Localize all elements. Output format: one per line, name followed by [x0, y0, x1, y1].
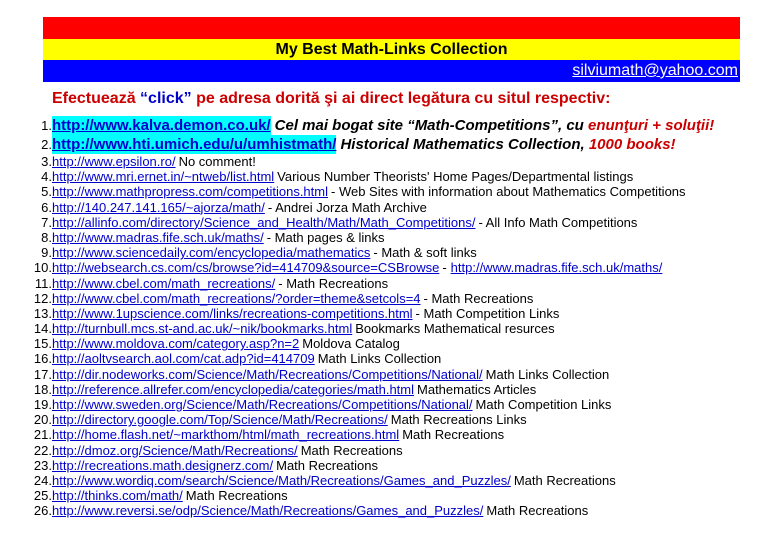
list-item — [0, 260, 768, 275]
item-link[interactable]: http://reference.allrefer.com/encyclopedia/categories/math.html — [52, 381, 415, 397]
email-link[interactable]: silviumath@yahoo.com — [572, 62, 738, 79]
item-link[interactable]: http://www.wordiq.com/search/Science/Math/Recreations/Games_and_Puzzles/ — [52, 472, 511, 488]
item-link[interactable]: http://www.mathpropress.com/competitions.html — [52, 184, 328, 200]
list-item — [0, 230, 768, 245]
item-link[interactable]: http://home.flash.net/~markthom/html/math_recreations.html — [52, 427, 400, 443]
item-description: - Math & soft links — [373, 245, 477, 261]
item-description: - — [442, 260, 447, 276]
list-item — [0, 397, 768, 412]
item-description: - Web Sites with information about Mathematics Competitions — [331, 184, 686, 200]
item-link[interactable]: http://www.cbel.com/math_recreations/?order=theme&setcols=4 — [52, 290, 421, 306]
item-number: 3. — [41, 154, 52, 169]
item-description: Various Number Theorists' Home Pages/Departmental listings — [277, 169, 634, 185]
list-item — [0, 427, 768, 442]
list-item — [0, 443, 768, 458]
instruction-part1: Efectuează — [52, 90, 141, 107]
item-number: 18. — [33, 381, 52, 397]
item-link[interactable]: http://140.247.141.165/~ajorza/math/ — [52, 199, 265, 215]
desc-highlight: enunţuri + soluţii! — [588, 117, 715, 134]
item-link[interactable]: http://directory.google.com/Top/Science/Math/Recreations/ — [52, 412, 388, 428]
item-description: Math Recreations — [486, 503, 589, 519]
item-description: Math Links Collection — [317, 351, 442, 367]
item-number: 26. — [33, 503, 52, 519]
item-number: 13. — [33, 305, 52, 321]
list-item — [0, 488, 768, 503]
list-item — [0, 306, 768, 321]
instruction-text — [52, 90, 610, 108]
item-description: Math Recreations Links — [390, 412, 527, 428]
item-number: 21. — [33, 427, 52, 443]
item-description — [275, 116, 715, 135]
item-number: 9. — [41, 245, 52, 261]
item-link[interactable]: http://www.sciencedaily.com/encyclopedia/mathematics — [52, 245, 371, 261]
list-item — [0, 245, 768, 260]
item-link[interactable]: http://thinks.com/math/ — [52, 488, 183, 504]
item-number: 23. — [33, 457, 52, 473]
item-number: 22. — [33, 442, 52, 458]
flag-band-red — [43, 17, 740, 39]
item-number: 1. — [41, 118, 52, 133]
item-description: No comment! — [178, 154, 256, 169]
item-description: Math Recreations — [276, 457, 378, 473]
list-item — [0, 154, 768, 169]
item-description: Math Recreations — [402, 427, 505, 443]
list-item — [0, 382, 768, 397]
item-number: 5. — [41, 184, 52, 200]
list-item — [0, 276, 768, 291]
item-number: 4. — [41, 169, 52, 185]
item-description: - Math Recreations — [278, 275, 389, 291]
item-secondary-link[interactable]: http://www.madras.fife.sch.uk/maths/ — [450, 260, 663, 276]
link-kalva[interactable]: http://www.kalva.demon.co.uk/ — [52, 117, 271, 134]
item-description: - Math Recreations — [423, 290, 534, 306]
instruction-click: “click” — [140, 90, 192, 107]
item-link[interactable]: http://allinfo.com/directory/Science_and_Health/Math/Math_Competitions/ — [52, 214, 476, 230]
item-description: - Andrei Jorza Math Archive — [267, 199, 427, 215]
list-item — [0, 351, 768, 366]
list-item — [0, 503, 768, 518]
page-title: My Best Math-Links Collection — [275, 41, 508, 58]
item-number: 19. — [33, 397, 52, 412]
list-item — [0, 169, 768, 184]
item-description: Math Competition Links — [475, 397, 612, 412]
list-item — [0, 473, 768, 488]
links-list — [0, 116, 768, 519]
item-number: 12. — [33, 290, 52, 306]
desc-part: Historical Mathematics Collection, — [340, 136, 589, 153]
link-umhistmath[interactable]: http://www.hti.umich.edu/u/umhistmath/ — [52, 136, 337, 153]
instruction-part2: pe adresa dorită şi ai direct legătura cu situl respectiv: — [191, 90, 611, 107]
list-item — [0, 336, 768, 351]
item-number: 20. — [33, 412, 52, 428]
item-description: Math Links Collection — [485, 366, 610, 382]
list-item — [0, 184, 768, 199]
item-link[interactable]: http://aoltvsearch.aol.com/cat.adp?id=414709 — [52, 351, 315, 367]
item-number: 7. — [41, 214, 52, 230]
item-number: 15. — [33, 336, 52, 352]
list-item-featured-1 — [0, 116, 768, 135]
item-number: 11. — [34, 275, 52, 291]
item-number: 2. — [41, 137, 52, 152]
list-item — [0, 321, 768, 336]
item-number: 6. — [41, 199, 52, 215]
item-number: 24. — [33, 472, 52, 488]
item-number: 10. — [33, 260, 52, 276]
item-number: 8. — [41, 229, 52, 245]
item-description: - Math pages & links — [266, 229, 385, 245]
item-description — [340, 135, 675, 154]
list-item — [0, 367, 768, 382]
item-link[interactable]: http://www.madras.fife.sch.uk/maths/ — [52, 229, 264, 245]
desc-highlight: 1000 books! — [588, 136, 676, 153]
list-item — [0, 412, 768, 427]
item-link[interactable]: http://www.cbel.com/math_recreations/ — [52, 275, 276, 291]
item-link[interactable]: http://dmoz.org/Science/Math/Recreations/ — [52, 442, 298, 458]
item-link[interactable]: http://recreations.math.designerz.com/ — [52, 457, 274, 473]
item-number: 25. — [33, 488, 52, 504]
list-item — [0, 200, 768, 215]
item-description: Math Recreations — [185, 488, 288, 504]
item-link[interactable]: http://www.reversi.se/odp/Science/Math/Recreations/Games_and_Puzzles/ — [52, 503, 484, 519]
item-number: 14. — [33, 321, 52, 337]
item-link[interactable]: http://www.mri.ernet.in/~ntweb/list.html — [52, 169, 275, 185]
list-item — [0, 458, 768, 473]
item-description: - Math Competition Links — [415, 305, 560, 321]
list-item — [0, 291, 768, 306]
item-link[interactable]: http://www.sweden.org/Science/Math/Recreations/Competitions/National/ — [52, 397, 473, 412]
item-description: Bookmarks Mathematical resurces — [355, 321, 555, 337]
list-item-featured-2 — [0, 135, 768, 154]
item-link[interactable]: http://dir.nodeworks.com/Science/Math/Recreations/Competitions/National/ — [52, 366, 483, 382]
item-link[interactable]: http://turnbull.mcs.st-and.ac.uk/~nik/bookmarks.html — [52, 321, 353, 337]
desc-part: Cel mai bogat site “Math-Competitions”, cu — [274, 117, 589, 134]
list-item — [0, 215, 768, 230]
item-link[interactable]: http://websearch.cs.com/cs/browse?id=414709&source=CSBrowse — [52, 260, 440, 276]
item-link[interactable]: http://www.1upscience.com/links/recreations-competitions.html — [52, 305, 413, 321]
item-number: 17. — [33, 366, 52, 382]
item-description: Math Recreations — [300, 442, 403, 458]
item-description: Math Recreations — [513, 472, 616, 488]
item-description: - All Info Math Competitions — [478, 214, 638, 230]
item-number: 16. — [33, 351, 52, 367]
item-description: Mathematics Articles — [417, 381, 537, 397]
item-link[interactable]: http://www.moldova.com/category.asp?n=2 — [52, 336, 300, 352]
item-description: Moldova Catalog — [302, 336, 400, 352]
item-link[interactable]: http://www.epsilon.ro/ — [52, 154, 176, 169]
